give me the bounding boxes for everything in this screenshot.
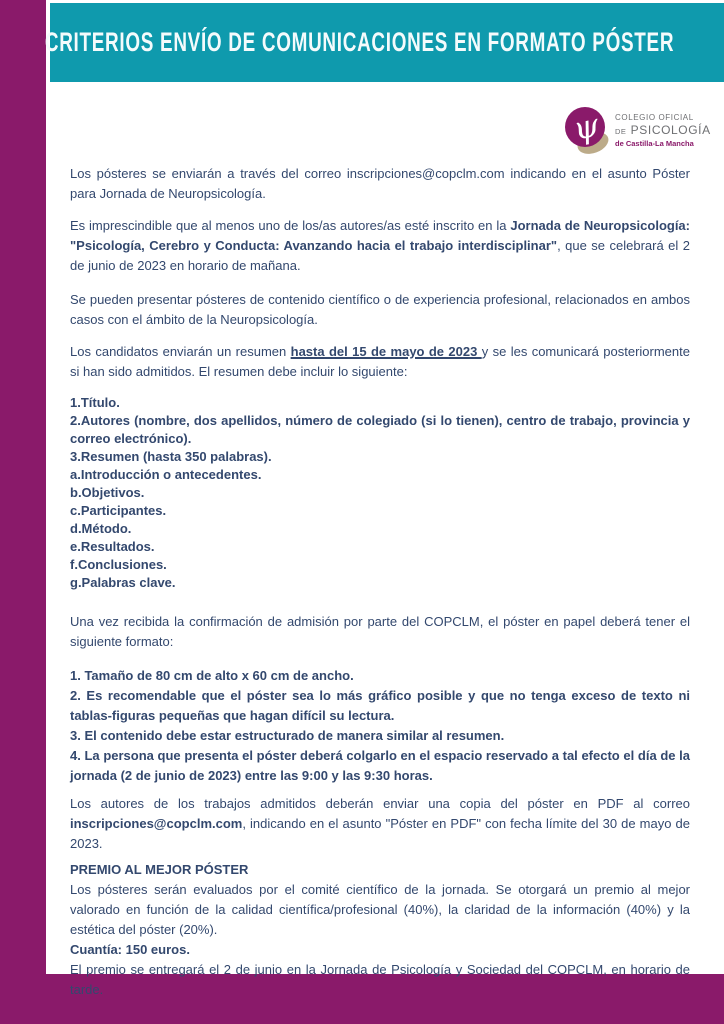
logo-line3: de Castilla-La Mancha	[615, 138, 694, 148]
left-accent-bar	[0, 0, 46, 1024]
summary-item: a.Introducción o antecedentes.	[70, 467, 262, 482]
award-paragraph: Los pósteres serán evaluados por el comité científico de la jornada. Se otorgará un premio al mejor valorado en función de la calidad científica/profesional (40%), la claridad de la información (40%) y la estética del póster (20%).	[70, 882, 690, 937]
format-item: 2. Es recomendable que el póster sea lo más gráfico posible y que no tenga exceso de texto ni tablas-figuras pequeñas que hagan difícil su lectura.	[70, 688, 690, 723]
page-title: CRITERIOS ENVÍO DE COMUNICACIONES EN FORMATO PÓSTER	[45, 27, 675, 57]
summary-item: 2.Autores (nombre, dos apellidos, número de colegiado (si lo tienen), centro de trabajo, provincia y correo electrónico).	[70, 413, 690, 446]
summary-item: c.Participantes.	[70, 503, 167, 518]
summary-item: 3.Resumen (hasta 350 palabras).	[70, 449, 272, 464]
paragraph-format-intro	[70, 612, 690, 652]
summary-requirements-list	[70, 394, 690, 592]
summary-item: b.Objetivos.	[70, 485, 145, 500]
summary-item: e.Resultados.	[70, 539, 155, 554]
award-amount: Cuantía: 150 euros.	[70, 942, 190, 957]
paragraph-deadline	[70, 342, 690, 382]
summary-item: d.Método.	[70, 521, 132, 536]
text-run: Los pósteres se enviarán a través del correo inscripciones@copclm.com indicando en el asunto Póster para Jornada de Neuropsicología.	[70, 166, 690, 201]
award-heading: PREMIO AL MEJOR PÓSTER	[70, 862, 249, 877]
award-section	[70, 860, 690, 1000]
deadline-date: hasta del 15 de mayo de 2023	[290, 344, 482, 359]
paragraph-content-types	[70, 290, 690, 330]
format-item: 3. El contenido debe estar estructurado de manera similar al resumen.	[70, 728, 505, 743]
logo-line1: COLEGIO OFICIAL	[615, 112, 694, 122]
paragraph-pdf-copy	[70, 794, 690, 854]
psychology-psi-icon	[564, 106, 610, 154]
text-run: y se les comunicará posteriormente si han sido admitidos. El resumen debe incluir lo siguiente:	[70, 344, 690, 379]
submission-email: inscripciones@copclm.com	[70, 816, 243, 831]
format-item: 1. Tamaño de 80 cm de alto x 60 cm de ancho.	[70, 668, 354, 683]
document-body	[70, 164, 690, 1000]
award-closing: El premio se entregará el 2 de junio en la Jornada de Psicología y Sociedad del COPCLM, en horario de tarde.	[70, 962, 690, 997]
poster-format-list	[70, 666, 690, 786]
logo-line2	[615, 124, 711, 137]
copclm-logo	[564, 106, 711, 154]
text-run: , indicando en el asunto "Póster en PDF" con fecha límite del 30 de mayo de 2023.	[70, 816, 690, 851]
logo-line2-prefix: DE	[615, 126, 627, 136]
text-run: Es imprescindible que al menos uno de los/as autores/as esté inscrito en la	[70, 218, 511, 233]
header-band	[45, 3, 724, 82]
text-run: Los candidatos enviarán un resumen	[70, 344, 291, 359]
svg-text:ψ: ψ	[569, 106, 603, 148]
text-run: Los autores de los trabajos admitidos deberán enviar una copia del póster en PDF al correo	[70, 796, 690, 811]
text-run: Se pueden presentar pósteres de contenido científico o de experiencia profesional, relacionados en ambos casos con el ámbito de la Neuropsicología.	[70, 292, 690, 327]
logo-text	[615, 112, 711, 149]
paragraph-submission	[70, 164, 690, 204]
logo-line2-main: PSICOLOGÍA	[630, 122, 711, 137]
format-item: 4. La persona que presenta el póster deberá colgarlo en el espacio reservado a tal efecto el día de la jornada (2 de junio de 2023) entre las 9:00 y las 9:30 horas.	[70, 748, 690, 783]
summary-item: g.Palabras clave.	[70, 575, 176, 590]
text-run: , que se celebrará el 2 de junio de 2023 en horario de mañana.	[70, 238, 690, 273]
paragraph-registration	[70, 216, 690, 276]
summary-item: 1.Título.	[70, 395, 120, 410]
text-run-bold: Jornada de Neuropsicología: "Psicología, Cerebro y Conducta: Avanzando hacia el trabajo interdisciplinar"	[70, 218, 690, 253]
text-run: Una vez recibida la confirmación de admisión por parte del COPCLM, el póster en papel deberá tener el siguiente formato:	[70, 614, 690, 649]
summary-item: f.Conclusiones.	[70, 557, 167, 572]
